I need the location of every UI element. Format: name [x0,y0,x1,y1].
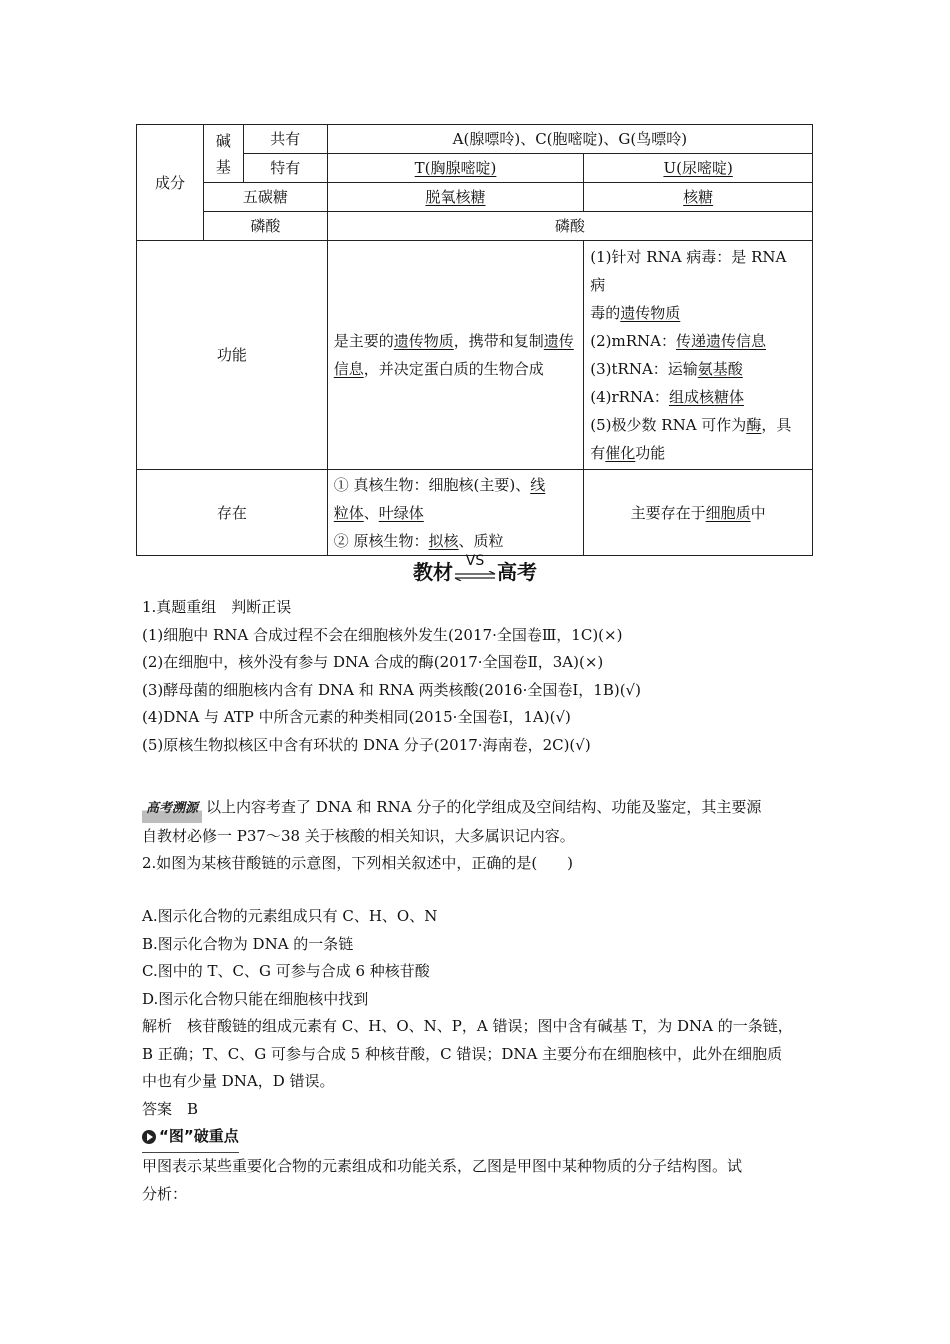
dna-func-underline-2: 遗传信息 [333,332,574,378]
source-note [142,794,822,878]
tupo-label: “图”破重点 [159,1127,239,1145]
tupo-text-1: 甲图表示某些重要化合物的元素组成和功能关系，乙图是甲图中某种物质的分子结构图。试 [142,1157,743,1176]
rna-func-line-3: (2)mRNA：传递遗传信息 [590,332,767,350]
rna-sugar-cell [584,183,813,212]
dna-base-text: T(胸腺嘧啶) [414,159,497,177]
option-c: C.图中的 T、C、G 可参与合成 6 种核苷酸 [142,962,430,980]
section1-item-1: (1)细胞中 RNA 合成过程不会在细胞核外发生(2017·全国卷Ⅲ，1C)(×) [142,625,623,644]
option-d: D.图示化合物只能在细胞核中找到 [142,989,369,1008]
double-arrow-icon [453,571,497,581]
section-true-questions [142,594,822,759]
rna-function-cell [584,241,813,470]
dna-specific-base [327,154,584,183]
rna-func-line-7: 有催化功能 [590,444,666,462]
rna-func-line-2: 毒的遗传物质 [590,304,681,322]
rna-func-line-1: (1)针对 RNA 病毒：是 RNA 病 [590,248,787,294]
section1-item-2: (2)在细胞中，核外没有参与 DNA 合成的酶(2017·全国卷Ⅱ，3A)(×) [142,653,604,671]
source-text-1: 以上内容考查了 DNA 和 RNA 分子的化学组成及空间结构、功能及鉴定，其主要源 [206,798,762,816]
dna-exist-line-3: ② 原核生物：拟核、质粒 [333,531,504,550]
banner-vs-arrow [453,553,497,585]
banner-right: 高考 [497,560,537,584]
rna-existence-cell: 主要存在于细胞质中 [584,470,813,556]
phosphate-value: 磷酸 [327,212,812,241]
rna-func-line-6: (5)极少数 RNA 可作为酶，具 [590,416,792,434]
rna-sugar: 核糖 [683,188,714,206]
source-tag: 高考溯源 [142,795,202,823]
dna-exist-line-1: ① 真核生物：细胞核(主要)、线 [333,475,546,494]
section1-item-3: (3)酵母菌的细胞核内含有 DNA 和 RNA 两类核酸(2016·全国卷Ⅰ，1B)(√) [142,680,641,699]
section1-item-4: (4)DNA 与 ATP 中所含元素的种类相同(2015·全国卷Ⅰ，1A)(√) [142,708,571,726]
answer: 答案 B [142,1099,199,1118]
dna-func-text-2: ，携带和复制 [453,332,544,350]
option-b: B.图示化合物为 DNA 的一条链 [142,934,354,953]
section1-heading: 1.真题重组 判断正误 [142,598,292,616]
analysis-line-2: B 正确；T、C、G 可参与合成 5 种核苷酸，C 错误；DNA 主要分布在细胞核中，此外在细胞质 [142,1044,783,1063]
dna-function-cell [327,241,584,470]
nucleic-acid-comparison-table [136,124,813,556]
banner-vs-text: VS [465,553,485,569]
row-header-cunzai: 存在 [137,470,328,556]
analysis-line-1: 解析 核苷酸链的组成元素有 C、H、O、N、P，A 错误；图中含有碱基 T，为 DNA 的一条链， [142,1017,793,1035]
rna-base-text: U(尿嘧啶) [663,159,733,177]
analysis-line-3: 中也有少量 DNA，D 错误。 [142,1072,335,1090]
option-a: A.图示化合物的元素组成只有 C、H、O、N [142,907,438,925]
question2-stem: 2.如图为某核苷酸链的示意图，下列相关叙述中，正确的是( ) [142,854,574,872]
label-teyou: 特有 [243,154,327,183]
label-wutantang: 五碳糖 [203,183,327,212]
source-text-2: 自教材必修一 P37～38 关于核酸的相关知识，大多属识记内容。 [142,826,575,845]
jianji-label: 碱基 [215,131,231,176]
row-header-jianji [203,125,243,183]
dna-existence-cell [327,470,584,556]
row-header-chengfen: 成分 [137,125,204,241]
label-gongyou: 共有 [243,125,327,154]
dna-sugar-cell [327,183,584,212]
question2-options [142,903,822,1208]
dna-sugar: 脱氧核糖 [425,188,486,206]
tupo-heading [142,1123,239,1153]
dna-func-text-3: ，并决定蛋白质的生物合成 [363,360,544,378]
rna-func-line-4: (3)tRNA：运输氨基酸 [590,360,743,378]
tupo-text-2: 分析： [142,1184,188,1203]
textbook-vs-exam-banner [0,553,950,585]
rna-func-line-5: (4)rRNA：组成核糖体 [590,388,744,406]
label-linsuan: 磷酸 [203,212,327,241]
dna-func-underline-1: 遗传物质 [393,332,454,350]
banner-left: 教材 [413,560,453,584]
dna-exist-line-2: 粒体、叶绿体 [333,503,424,522]
section1-item-5: (5)原核生物拟核区中含有环状的 DNA 分子(2017·海南卷，2C)(√) [142,735,591,754]
row-header-gongneng: 功能 [137,241,328,470]
dna-func-text-1: 是主要的 [333,332,394,350]
play-icon [142,1130,156,1144]
rna-specific-base [584,154,813,183]
common-bases: A(腺嘌呤)、C(胞嘧啶)、G(鸟嘌呤) [327,125,812,154]
